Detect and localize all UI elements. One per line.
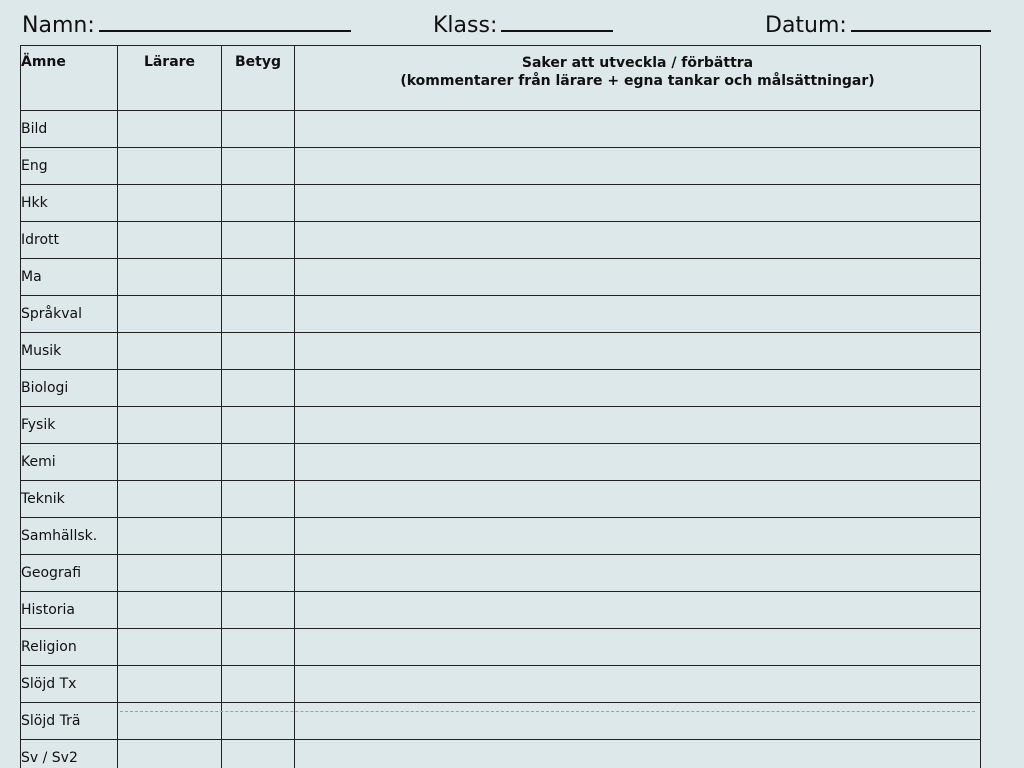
grade-cell[interactable] [222, 185, 295, 222]
improvements-cell[interactable] [295, 703, 981, 740]
grade-cell[interactable] [222, 222, 295, 259]
teacher-cell[interactable] [118, 703, 222, 740]
subject-cell: Fysik [21, 407, 118, 444]
table-row [21, 407, 981, 444]
class-field[interactable] [433, 4, 613, 44]
improvements-cell[interactable] [295, 666, 981, 703]
subject-table [20, 45, 981, 768]
teacher-cell[interactable] [118, 111, 222, 148]
teacher-cell[interactable] [118, 185, 222, 222]
grade-cell[interactable] [222, 592, 295, 629]
table-row [21, 296, 981, 333]
improvements-cell[interactable] [295, 222, 981, 259]
header-fields [0, 4, 1024, 42]
improvements-cell[interactable] [295, 555, 981, 592]
improvements-cell[interactable] [295, 481, 981, 518]
subject-cell: Religion [21, 629, 118, 666]
table-row [21, 444, 981, 481]
grade-cell[interactable] [222, 444, 295, 481]
subject-cell: Samhällsk. [21, 518, 118, 555]
table-row [21, 666, 981, 703]
improvements-cell[interactable] [295, 148, 981, 185]
grade-cell[interactable] [222, 333, 295, 370]
teacher-cell[interactable] [118, 666, 222, 703]
date-blank-line[interactable] [851, 4, 991, 32]
name-field[interactable] [22, 4, 351, 44]
name-blank-line[interactable] [99, 4, 351, 32]
subject-cell: Slöjd Trä [21, 703, 118, 740]
subject-cell: Bild [21, 111, 118, 148]
improvements-cell[interactable] [295, 518, 981, 555]
table-row [21, 518, 981, 555]
name-label: Namn: [22, 13, 95, 38]
subject-cell: Hkk [21, 185, 118, 222]
grade-cell[interactable] [222, 555, 295, 592]
subject-cell: Historia [21, 592, 118, 629]
grade-cell[interactable] [222, 666, 295, 703]
improvements-cell[interactable] [295, 111, 981, 148]
table-row [21, 592, 981, 629]
grade-cell[interactable] [222, 370, 295, 407]
subject-cell: Eng [21, 148, 118, 185]
column-header-improvements [295, 46, 981, 111]
subject-cell: Musik [21, 333, 118, 370]
subject-cell: Sv / Sv2 [21, 740, 118, 768]
improvements-cell[interactable] [295, 370, 981, 407]
subject-cell: Kemi [21, 444, 118, 481]
grade-cell[interactable] [222, 407, 295, 444]
teacher-cell[interactable] [118, 148, 222, 185]
table-row [21, 370, 981, 407]
teacher-cell[interactable] [118, 481, 222, 518]
table-row [21, 111, 981, 148]
grade-cell[interactable] [222, 629, 295, 666]
subject-cell: Idrott [21, 222, 118, 259]
table-row [21, 185, 981, 222]
improvements-cell[interactable] [295, 740, 981, 768]
teacher-cell[interactable] [118, 370, 222, 407]
teacher-cell[interactable] [118, 629, 222, 666]
date-label: Datum: [765, 13, 847, 38]
improvements-title: Saker att utveckla / förbättra [521, 55, 754, 71]
table-row [21, 740, 981, 768]
table-row [21, 481, 981, 518]
grade-cell[interactable] [222, 111, 295, 148]
improvements-cell[interactable] [295, 185, 981, 222]
table-row [21, 259, 981, 296]
subject-cell: Biologi [21, 370, 118, 407]
grade-cell[interactable] [222, 259, 295, 296]
teacher-cell[interactable] [118, 407, 222, 444]
table-row [21, 703, 981, 740]
teacher-cell[interactable] [118, 333, 222, 370]
improvements-subtitle: (kommentarer från lärare + egna tankar och målsättningar) [400, 73, 875, 89]
subject-cell: Teknik [21, 481, 118, 518]
improvements-cell[interactable] [295, 592, 981, 629]
table-row [21, 629, 981, 666]
table-row [21, 148, 981, 185]
teacher-cell[interactable] [118, 259, 222, 296]
improvements-cell[interactable] [295, 259, 981, 296]
improvements-cell[interactable] [295, 333, 981, 370]
teacher-cell[interactable] [118, 444, 222, 481]
improvements-cell[interactable] [295, 407, 981, 444]
grade-cell[interactable] [222, 518, 295, 555]
subject-cell: Geografi [21, 555, 118, 592]
column-header-teacher: Lärare [118, 46, 222, 111]
improvements-cell[interactable] [295, 629, 981, 666]
date-field[interactable] [765, 4, 991, 44]
teacher-cell[interactable] [118, 740, 222, 768]
grade-cell[interactable] [222, 481, 295, 518]
grade-cell[interactable] [222, 148, 295, 185]
table-row [21, 222, 981, 259]
table-body [21, 111, 981, 768]
grade-cell[interactable] [222, 703, 295, 740]
subject-cell: Språkval [21, 296, 118, 333]
subject-cell: Ma [21, 259, 118, 296]
table-row [21, 555, 981, 592]
teacher-cell[interactable] [118, 296, 222, 333]
column-header-subject: Ämne [21, 46, 118, 111]
table-header-row [21, 46, 981, 111]
teacher-cell[interactable] [118, 592, 222, 629]
improvements-cell[interactable] [295, 296, 981, 333]
grade-cell[interactable] [222, 740, 295, 768]
teacher-cell[interactable] [118, 555, 222, 592]
column-header-grade: Betyg [222, 46, 295, 111]
grade-cell[interactable] [222, 296, 295, 333]
teacher-cell[interactable] [118, 518, 222, 555]
subject-cell: Slöjd Tx [21, 666, 118, 703]
class-blank-line[interactable] [501, 4, 613, 32]
improvements-cell[interactable] [295, 444, 981, 481]
table-row [21, 333, 981, 370]
class-label: Klass: [433, 13, 498, 38]
teacher-cell[interactable] [118, 222, 222, 259]
